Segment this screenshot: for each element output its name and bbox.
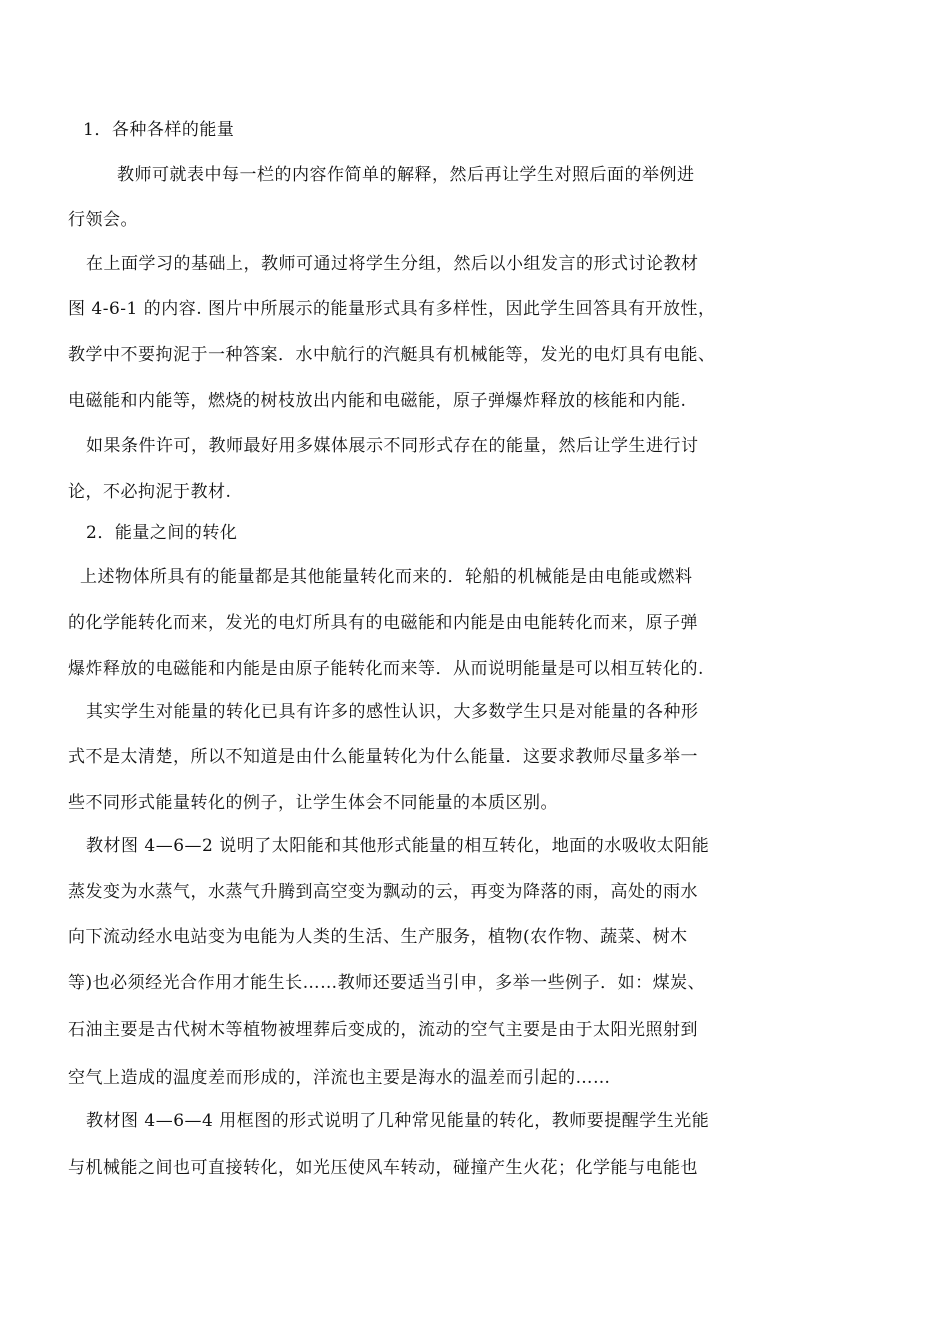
paragraph-line: 在上面学习的基础上，教师可通过将学生分组，然后以小组发言的形式讨论教材 [86,254,699,274]
paragraph-line: 教师可就表中每一栏的内容作简单的解释，然后再让学生对照后面的举例进 [117,165,695,185]
paragraph-line: 图 4-6-1 的内容. 图片中所展示的能量形式具有多样性，因此学生回答具有开放性， [68,299,716,319]
paragraph-line: 向下流动经水电站变为电能为人类的生活、生产服务，植物(农作物、蔬菜、树木 [68,927,688,947]
paragraph-line: 式不是太清楚，所以不知道是由什么能量转化为什么能量．这要求教师尽量多举一 [68,747,698,767]
paragraph-line: 些不同形式能量转化的例子，让学生体会不同能量的本质区别。 [68,793,558,813]
paragraph-line: 等)也必须经光合作用才能生长……教师还要适当引申，多举一些例子．如：煤炭、 [68,973,706,993]
paragraph-line: 蒸发变为水蒸气，水蒸气升腾到高空变为飘动的云，再变为降落的雨，高处的雨水 [68,882,698,902]
paragraph-line: 教材图 4—6—4 用框图的形式说明了几种常见能量的转化，教师要提醒学生光能 [86,1111,710,1131]
section-heading-1: 1．各种各样的能量 [83,120,235,140]
paragraph-line: 论，不必拘泥于教材. [68,482,232,502]
paragraph-line: 空气上造成的温度差而形成的，洋流也主要是海水的温差而引起的…… [68,1068,611,1088]
paragraph-line: 行领会。 [68,210,138,230]
paragraph-line: 电磁能和内能等，燃烧的树枝放出内能和电磁能，原子弹爆炸释放的核能和内能. [68,391,687,411]
paragraph-line: 与机械能之间也可直接转化，如光压使风车转动，碰撞产生火花；化学能与电能也 [68,1158,698,1178]
paragraph-line: 教材图 4—6—2 说明了太阳能和其他形式能量的相互转化，地面的水吸收太阳能 [86,836,710,856]
paragraph-line: 其实学生对能量的转化已具有许多的感性认识，大多数学生只是对能量的各种形 [86,702,699,722]
section-heading-2: 2．能量之间的转化 [86,523,238,543]
paragraph-line: 上述物体所具有的能量都是其他能量转化而来的．轮船的机械能是由电能或燃料 [80,567,693,587]
paragraph-line: 爆炸释放的电磁能和内能是由原子能转化而来等．从而说明能量是可以相互转化的. [68,659,704,679]
paragraph-line: 教学中不要拘泥于一种答案．水中航行的汽艇具有机械能等，发光的电灯具有电能、 [68,345,716,365]
paragraph-line: 石油主要是古代树木等植物被埋葬后变成的，流动的空气主要是由于太阳光照射到 [68,1020,698,1040]
paragraph-line: 的化学能转化而来，发光的电灯所具有的电磁能和内能是由电能转化而来，原子弹 [68,613,698,633]
paragraph-line: 如果条件许可，教师最好用多媒体展示不同形式存在的能量，然后让学生进行讨 [86,436,699,456]
